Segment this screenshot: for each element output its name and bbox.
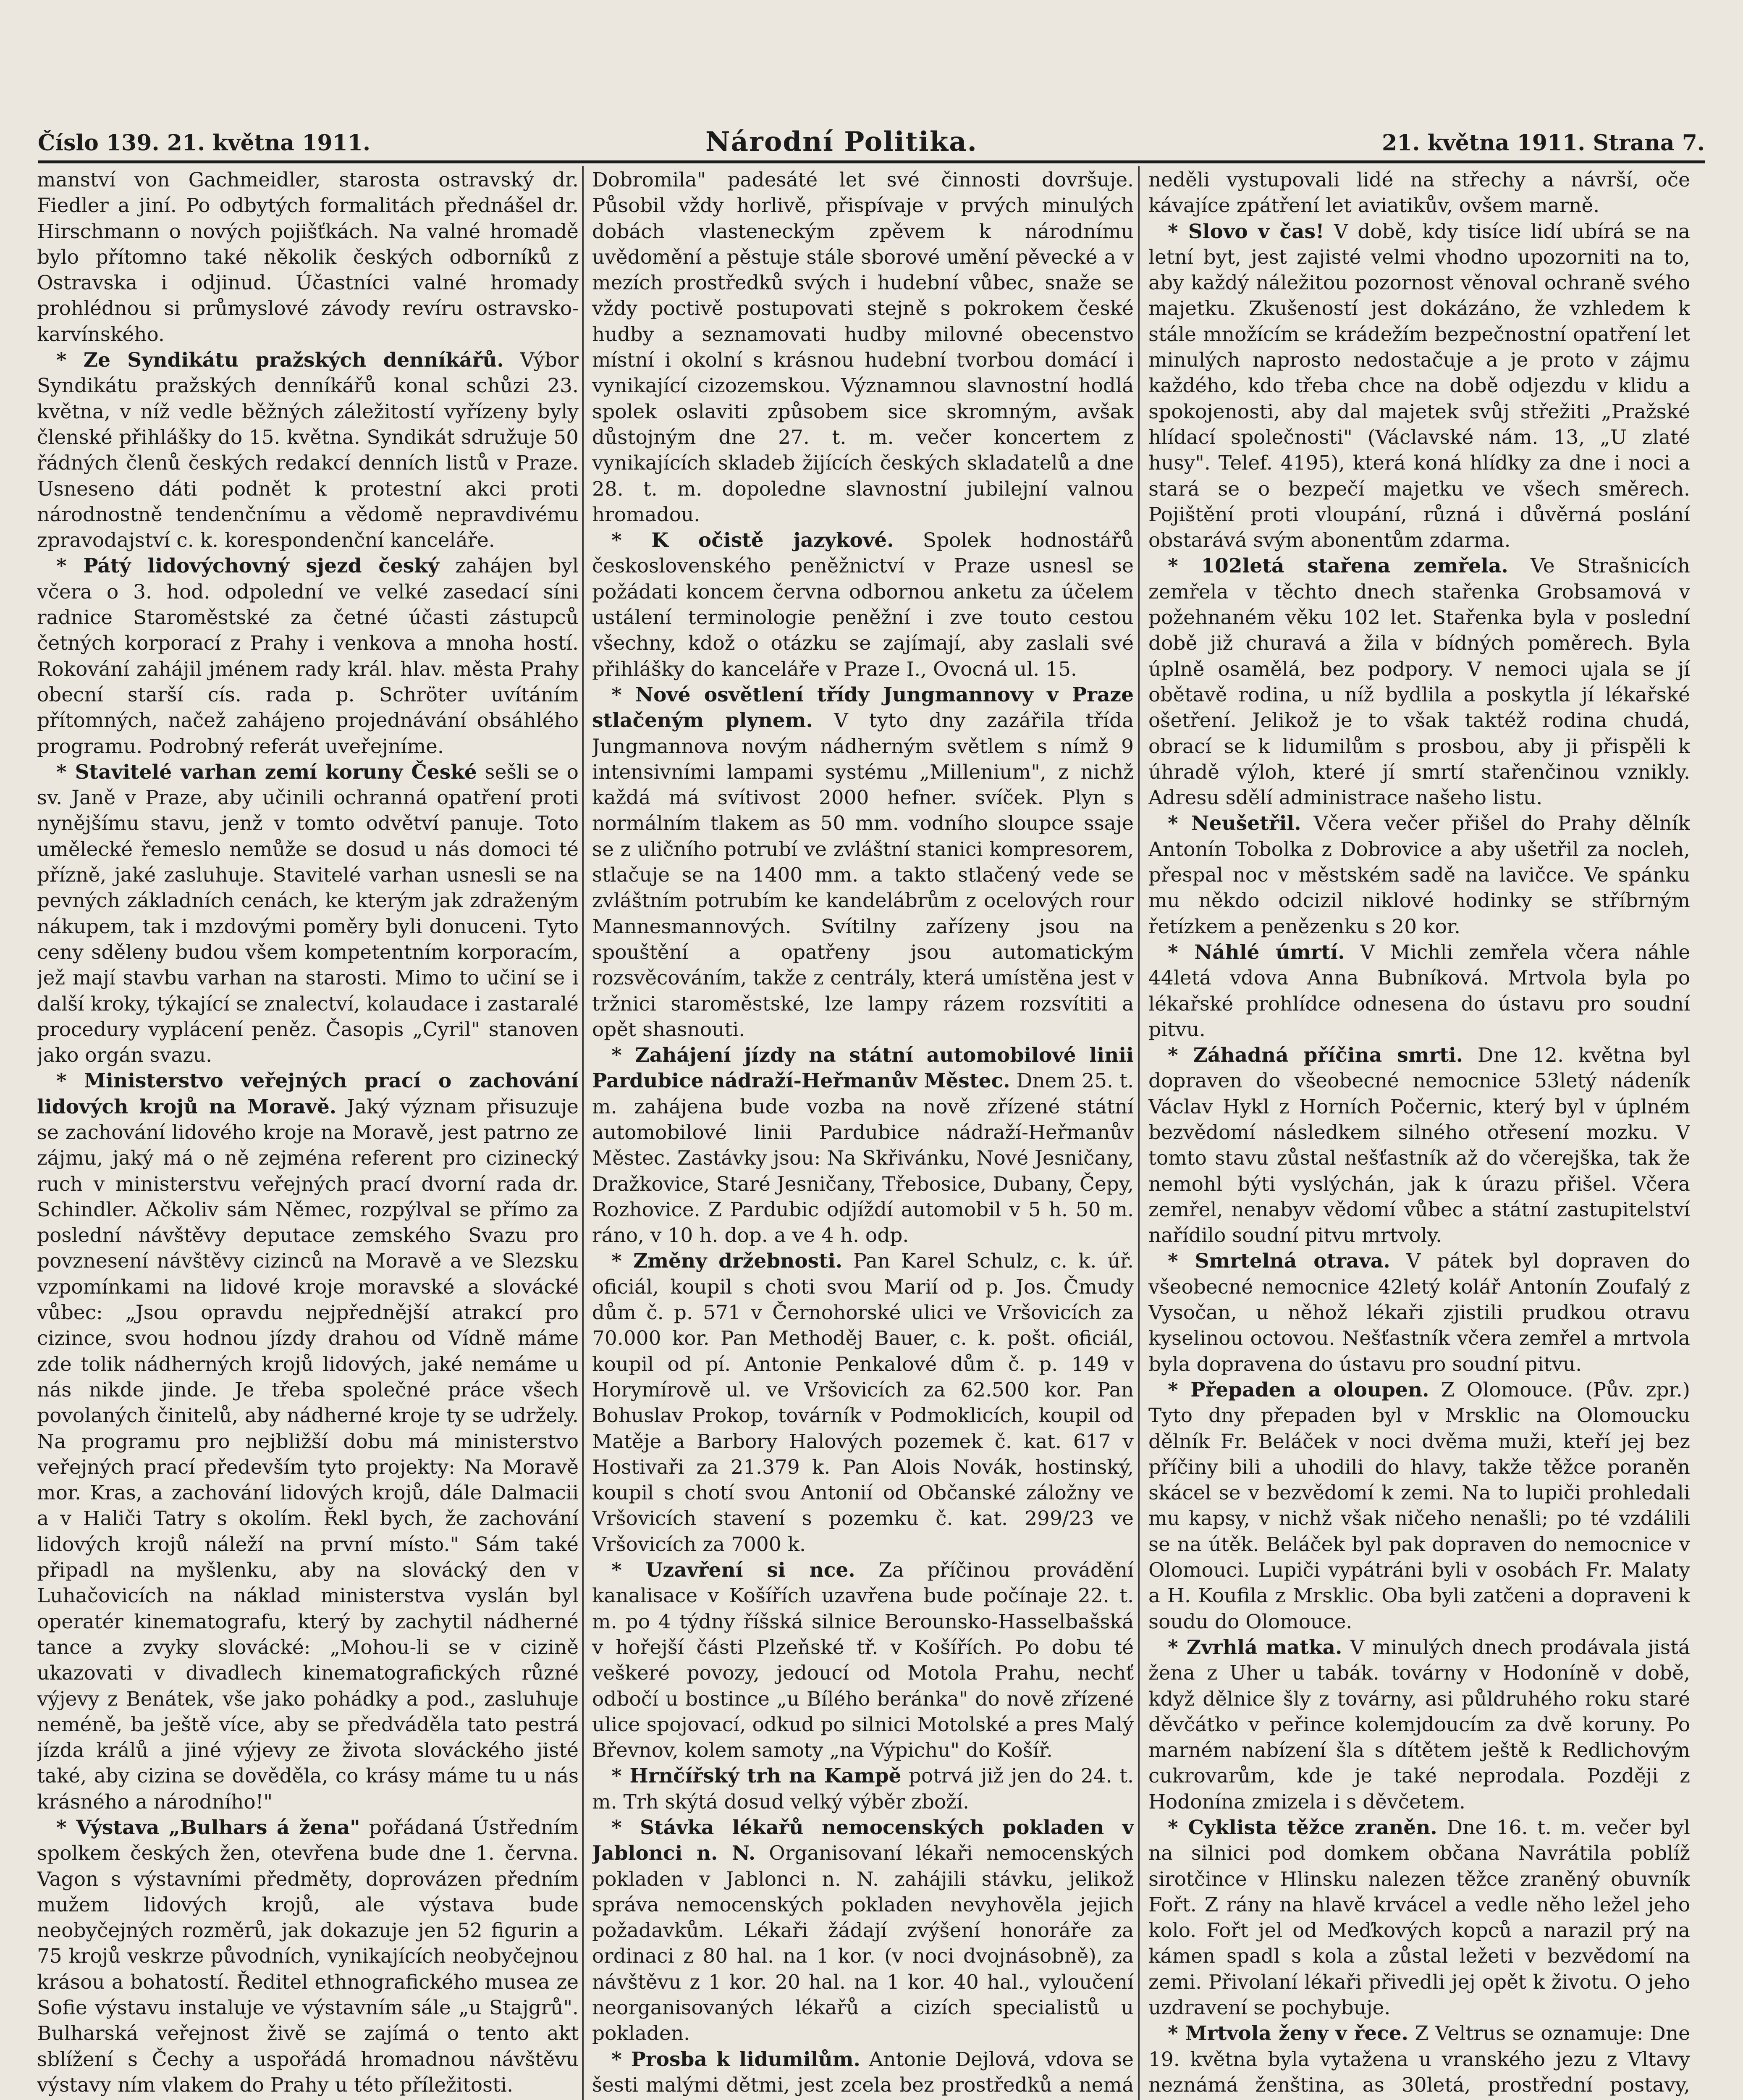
article-text: Za příčinou provádění kanalisace v Košířích uzavřena bude počínaje 22. t. m. po 4 týdny říšská silnice Berounsko-Hasselbašská v hořejší části Plzeňské tř. v Košířích. Po dobu té veškeré povozy, jedoucí od Motola Prahu, nechť odbočí u bostince „u Bílého beránka" do nově zřízené ulice spojovací, odkud po silnici Motolské a pres Malý Břevnov, kolem samoty „na Výpichu" do Košíř. [592, 1559, 1134, 1762]
article-text: Spolek hodnostářů československého peněžnictví v Praze usnesl se požádati koncem června odbornou anketu za účelem ustálení terminologie peněžní i zve touto cestou všechny, kdož o otázku se zajímají, aby zaslali své přihlášky do kanceláře v Praze I., Ovocná ul. 15. [592, 529, 1134, 681]
article-paragraph [1148, 167, 1690, 219]
article-text: V době, kdy tisíce lidí ubírá se na letní byt, jest zajisté velmi vhodno upozorniti na to, aby každý náležitou pozornost věnoval ochraně svého majetku. Zkušeností jest dokázáno, že vzhledem k stále množícím se krádežím bezpečnostní opatření let minulých naprosto nedostačuje a je proto v zájmu každého, kdo třeba chce na době odjezdu v klidu a spokojenosti, aby dal majetek svůj střežiti „Pražské hlídací společnosti" (Václavské nám. 13, „U zlaté husy". Telef. 4195), která koná hlídky za dne i noci a stará se o bezpečí majetku ve všech směrech. Pojištění proti vloupání, různá i důvěrná poslání obstarává svým abonentům zdarma. [1148, 220, 1690, 552]
article-heading: * Prosba k lidumilům. [611, 2048, 860, 2071]
article-paragraph [37, 167, 579, 347]
article-heading: * Ze Syndikátu pražských denníkářů. [56, 349, 504, 372]
article-paragraph [1148, 219, 1690, 554]
article-paragraph [592, 1763, 1134, 1815]
article-text: Pan Karel Schulz, c. k. úř. oficiál, koupil s choti svou Marií od p. Jos. Čmudy dům č. p. 571 v Černohorské ulici ve Vršovicích za 70.000 kor. Pan Methoděj Bauer, c. k. pošt. oficiál, koupil od pí. Antonie Penkalové dům č. p. 149 v Horymírově ul. ve Vršovicích za 62.500 kor. Pan Bohuslav Prokop, továrník v Podmoklicích, koupil od Matěje a Barbory Halových pozemek č. kat. 617 v Hostivaři za 21.379 k. Pan Alois Novák, hostinský, koupil s chotí svou Antonií od Občanské záložny ve Vršovicích stavení s pozemku č. kat. 299/23 ve Vršovicích za 7000 k. [592, 1250, 1134, 1556]
article-text: sešli se o sv. Janě v Praze, aby učinili ochranná opatření proti nynějšímu stavu, jenž v tomto odvětví panuje. Toto umělecké řemeslo nemůže se dosud u nás domoci té přízně, jaké zasluhuje. Stavitelé varhan usnesli se na pevných základních cenách, ke kterým jak zdraženým nákupem, tak i mzdovými poměry byli donuceni. Tyto ceny sděleny budou všem kompetentním korporacím, jež mají stavbu varhan na starosti. Mimo to učiní se i další kroky, týkající se znalectví, kolaudace i zastaralé procedury vyplácení peněz. Časopis „Cyril" stanoven jako orgán svazu. [37, 760, 579, 1067]
article-text: Dne 12. května byl dopraven do všeobecné nemocnice 53letý nádeník Václav Hykl z Horních Počernic, který byl v úplném bezvědomí následkem silného otřesení mozku. V tomto stavu zůstal nešťastník až do včerejška, tak že nemohl býti vyslýchán, jak k úrazu přišel. Včera zemřel, nenabyv vědomí vůbec a státní zastupitelství nařídilo soudní pitvu mrtvoly. [1148, 1044, 1690, 1247]
article-heading: * Výstava „Bulhars á žena" [56, 1816, 360, 1839]
article-heading: * Náhlé úmrtí. [1168, 940, 1345, 964]
article-heading: * Přepaden a oloupen. [1168, 1378, 1429, 1402]
article-text: potrvá již jen do 24. t. m. Trh skýtá dosud velký výběr zboží. [592, 1764, 1134, 1814]
issue-number: Číslo 139. 21. května 1911. [38, 130, 371, 156]
article-text: neděli vystupovali lidé na střechy a návrší, oče kávajíce zpátření let aviatikův, ovšem marně. [1148, 168, 1690, 218]
article-heading: * K očistě jazykové. [611, 529, 894, 552]
article-heading: * Ministerstvo veřejných prací o zachování lidových krojů na Moravě. [37, 1069, 579, 1118]
column-divider [1138, 166, 1140, 2100]
article-text: Výbor Syndikátu pražských denníkářů konal schůzi 23. května, v níž vedle běžných záležitostí vyřízeny byly členské přihlášky do 15. května. Syndikát sdružuje 50 řádných členů českých redakcí denních listů v Praze. Usneseno dáti podnět k protestní akci proti národnostně tendenčnímu a vědomě nepravdivému zpravodajství c. k. korespondenční kanceláře. [37, 349, 579, 552]
article-text: manství von Gachmeidler, starosta ostravský dr. Fiedler a jiní. Po odbytých formalitách přednášel dr. Hirschmann o nových pojišťkách. Na valné hromadě bylo přítomno také několik českých odborníků z Ostravska i odjinud. Účastníci valné hromady prohlédnou si průmyslové závody revíru ostravsko-karvínského. [37, 168, 579, 346]
article-paragraph [1148, 2021, 1690, 2100]
article-text: Včera večer přišel do Prahy dělník Antonín Tobolka z Dobrovice a aby ušetřil za nocleh, přespal noc v městském sadě na lavičce. Ve spánku mu někdo odcizil niklové hodinky se stříbrným řetízkem a penězenku s 20 kor. [1148, 812, 1690, 938]
article-paragraph [37, 553, 579, 759]
article-heading: * Cyklista těžce zraněn. [1168, 1816, 1437, 1839]
article-text: Dobromila" padesáté let své činnosti dovršuje. Působil vždy horlivě, přispívaje v prvých minulých dobách vlasteneckým zpěvem k národnímu uvědomění a pěstuje stále sborové umění pěvecké a v mezích prostředků svých i hudební vůbec, snaže se vždy poctivě postupovati stejně s pokrokem české hudby a seznamovati hudby milovné obecenstvo místní i okolní s krásnou hudební tvorbou domácí i vynikající cizozemskou. Významnou slavnostní hodlá spolek oslaviti způsobem sice skromným, avšak důstojným dne 27. t. m. večer koncertem z vynikajících skladeb žijících českých skladatelů a dne 28. t. m. dopoledne slavnostní jubilejní valnou hromadou. [592, 168, 1134, 526]
article-heading: * Záhadná příčina smrti. [1168, 1044, 1463, 1067]
date-and-page: 21. května 1911. Strana 7. [1381, 130, 1705, 156]
article-paragraph [1148, 1042, 1690, 1248]
column-1 [37, 167, 579, 2100]
article-heading: * Zvrhlá matka. [1168, 1635, 1342, 1659]
article-paragraph [37, 347, 579, 553]
article-text: Antonie Dejlová, vdova se šesti malými dětmi, jest zcela bez prostředků a nemá [592, 2048, 1134, 2097]
article-paragraph [592, 682, 1134, 1042]
article-text: pořádaná Ústředním spolkem českých žen, otevřena bude dne 1. června. Vagon s výstavními předměty, doprovázen předním mužem lidových krojů, ale výstava bude neobyčejných rozměrů, jak dokazuje jen 52 figurin a 75 krojů veskrze původních, vynikajících neobyčejnou krásou a bohatostí. Ředitel ethnografického musea ze Sofie výstavu instaluje ve výstavním sále „u Stajgrů". Bulharská veřejnost živě se zajímá o tento akt sblížení s Čechy a uspořádá hromadnou návštěvu výstavy ním vlakem do Prahy u této příležitosti. [37, 1816, 579, 2097]
article-text: Z Veltrus se oznamuje: Dne 19. května byla vytažena u vranského jezu z Vltavy neznámá ženština, as 30letá, prostřední postavy, [1148, 2022, 1690, 2097]
article-heading: * Mrtvola ženy v řece. [1168, 2022, 1409, 2045]
article-heading: * Hrnčířský trh na Kampě [611, 1764, 902, 1788]
article-text: V tyto dny zazářila třída Jungmannova novým nádherným světlem s nímž 9 intensivními lampami systému „Millenium", z nichž každá má svítivost 2000 hefner. svíček. Plyn s normálním tlakem as 50 mm. vodního sloupce ssaje se z uličního potrubí ve zvláštní stanici kompresorem, stlačuje se na 1400 mm. a takto stlačený vede se zvláštním potrubím ke kandelábrům z ocelových rour Mannesmannových. Svítilny zařízeny jsou na spouštění a opatřeny jsou automatickým rozsvěcováním, takže z centrály, která umístěna jest v tržnici staroměstské, lze lampy rázem rozsvítiti a opět shasnouti. [592, 709, 1134, 1041]
article-text: V pátek byl dopraven do všeobecné nemocnice 42letý kolář Antonín Zoufalý z Vysočan, u něhož lékaři zjistili prudkou otravu kyselinou octovou. Nešťastník včera zemřel a mrtvola byla dopravena do ústavu pro soudní pitvu. [1148, 1250, 1690, 1376]
article-heading: * Změny držebnosti. [611, 1250, 843, 1273]
article-paragraph [1148, 1635, 1690, 1815]
article-paragraph [592, 167, 1134, 528]
article-paragraph [592, 2047, 1134, 2100]
article-paragraph [592, 1815, 1134, 2047]
header-rule [38, 160, 1705, 163]
article-paragraph [1148, 1377, 1690, 1635]
article-paragraph [37, 1068, 579, 1815]
article-heading: * Nové osvětlení třídy Jungmannovy v Praze stlačeným plynem. [592, 683, 1134, 732]
article-heading: * Smrtelná otrava. [1168, 1250, 1390, 1273]
article-paragraph [1148, 1815, 1690, 2021]
column-3 [1148, 167, 1690, 2100]
article-paragraph [592, 528, 1134, 682]
article-text: V minulých dnech prodávala jistá žena z Uher u tabák. továrny v Hodoníně v době, když dělnice šly z továrny, asi půldruhého roku staré děvčátko v peřince kolemjdoucím za dvě koruny. Po marném nabízení šla s dítětem ještě k Redlichovým cukrovarům, kde je také neprodala. Později z Hodonína zmizela i s děvčetem. [1148, 1635, 1690, 1814]
article-text: V Michli zemřela včera náhle 44letá vdova Anna Bubníková. Mrtvola byla po lékařské prohlídce odnesena do ústavu pro soudní pitvu. [1148, 940, 1690, 1041]
article-paragraph [1148, 1248, 1690, 1377]
article-heading: * Slovo v čas! [1168, 220, 1324, 243]
column-divider [582, 166, 584, 2100]
article-heading: * Zahájení jízdy na státní automobilové linii Pardubice nádraží-Heřmanův Městec. [592, 1044, 1134, 1093]
article-paragraph [592, 1248, 1134, 1557]
article-text: Organisovaní lékaři nemocenských pokladen v Jablonci n. N. zahájili stávku, jelikož správa nemocenských pokladen nevyhověla jejich požadavkům. Lékaři žádají zvýšení honoráře za ordinaci z 80 hal. na 1 kor. (v noci dvojnásobně), za návštěvu z 1 kor. 20 hal. na 1 kor. 40 hal., vyloučení neorganisovaných lékařů a cizích specialistů u pokladen. [592, 1842, 1134, 2045]
article-heading: * Stavitelé varhan zemí koruny České [56, 760, 477, 784]
article-text: Jaký význam přisuzuje se zachování lidového kroje na Moravě, jest patrno ze zájmu, jaký má o ně zejména referent pro cizinecký ruch v ministerstvu veřejných prací dvorní rada dr. Schindler. Ačkoliv sám Němec, rozpýlval se přímo za poslední návštěvy deputace zemského Svazu pro povznesení návštěvy cizinců na Moravě a ve Slezsku vzpomínkami na lidové kroje moravské a slovácké vůbec: „Jsou opravdu nejpřednější atrakcí pro cizince, svou hodnou jízdy drahou od Vídně máme zde tolik nádherných krojů lidových, jaké nemáme u nás nikde jinde. Je třeba společné práce všech povolaných činitelů, aby nádherné kroje ty se udržely. Na programu pro nejbližší dobu má ministerstvo veřejných prací především tyto projekty: Na Moravě mor. Kras, a zachování lidových krojů, dále Dalmacii a v Haliči Tatry s okolím. Řekl bych, že zachování lidových krojů náleží na první místo." Sám také připadl na myšlenku, aby na slovácký den v Luhačovicích na náklad ministerstva vyslán byl operatér kinematografu, který by zachytil nádherné tance a zvyky slovácké: „Mohou-li se v cizině ukazovati v divadlech kinematografických různé výjevy z Benátek, vše jako pohádky a pod., zasluhuje neméně, ba ještě více, aby se předváděla tato pestrá jízda králů a jiné výjevy ze života slováckého jisté také, aby cizina se dověděla, co krásy máme tu u nás krásného a národního!" [37, 1095, 579, 1814]
column-2 [592, 167, 1134, 2100]
article-paragraph [37, 1815, 579, 2098]
article-heading: * Pátý lidovýchovný sjezd český [56, 554, 440, 578]
article-text: Z Olomouce. (Pův. zpr.) Tyto dny přepaden byl v Mrsklic na Olomoucku dělník Fr. Beláček v noci dvěma muži, kteří jej bez příčiny bili a uhodili do hlavy, takže těžce poraněn skácel se v bezvědomí k zemi. Na to lupiči prohledali mu kapsy, v nichž však ničeho nenašli; po té vzdálili se na útěk. Beláček byl pak dopraven do nemocnice v Olomouci. Lupiči vypátráni byli v osobách Fr. Malaty a H. Koufila z Mrsklic. Oba byli zatčeni a dopraveni k soudu do Olomouce. [1148, 1378, 1690, 1633]
article-paragraph [1148, 940, 1690, 1042]
article-paragraph [37, 2098, 579, 2100]
article-heading: * Uzavření si nce. [611, 1559, 855, 1582]
masthead: Národní Politika. [705, 126, 978, 158]
article-text: Dnem 25. t. m. zahájena bude vozba na nově zřízené státní automobilové linii Pardubice nádraží-Heřmanův Městec. Zastávky jsou: Na Skřivánku, Nové Jesničany, Dražkovice, Staré Jesničany, Třebosice, Dubany, Čepy, Rozhovice. Z Pardubic odjíždí automobil v 5 h. 50 m. ráno, v 10 h. dop. a ve 4 h. odp. [592, 1069, 1134, 1247]
page-header [38, 126, 1705, 160]
article-paragraph [1148, 811, 1690, 939]
article-paragraph [37, 759, 579, 1068]
article-text: Ve Strašnicích zemřela v těchto dnech stařenka Grobsamová v požehnaném věku 102 let. Stařenka byla v poslední době již churavá a žila v bídných poměrech. Byla úplně osamělá, bez podpory. V nemoci ujala se jí obětavě rodina, u níž bydlila a poskytla jí lékařské ošetření. Jelikož je to však taktéž rodina chudá, obrací se k lidumilům s prosbou, aby ji přispěli k úhradě výloh, které jí smrtí stařenčinou vznikly. Adresu sdělí administrace našeho listu. [1148, 554, 1690, 810]
article-paragraph [592, 1042, 1134, 1248]
article-heading: * Neušetřil. [1168, 812, 1301, 835]
article-heading: * Stávka lékařů nemocenských pokladen v Jablonci n. N. [592, 1816, 1134, 1865]
article-text: Dne 16. t. m. večer byl na silnici pod domkem občana Navrátila poblíž sirotčince v Hlinsku nalezen těžce zraněný obuvník Fořt. Z rány na hlavě krvácel a vedle něho ležel jeho kolo. Fořt jel od Meďkových kopců a narazil prý na kámen spadl s kola a zůstal ležeti v bezvědomí na zemi. Přivolaní lékaři přivedli jej opět k životu. O jeho uzdravení se pochybuje. [1148, 1816, 1690, 2020]
article-text: zahájen byl včera o 3. hod. odpolední ve velké zasedací síni radnice Staroměstské za četné účasti zástupců četných korporací z Prahy i venkova a mnoha hostí. Rokování zahájil jménem rady král. hlav. města Prahy obecní starší cís. rada p. Schröter uvítáním přítomných, načež zahájeno projednávání obsáhlého programu. Podrobný referát uveřejníme. [37, 554, 579, 758]
article-paragraph [1148, 553, 1690, 811]
article-heading: * 102letá stařena zemřela. [1168, 554, 1508, 578]
article-paragraph [592, 1557, 1134, 1763]
